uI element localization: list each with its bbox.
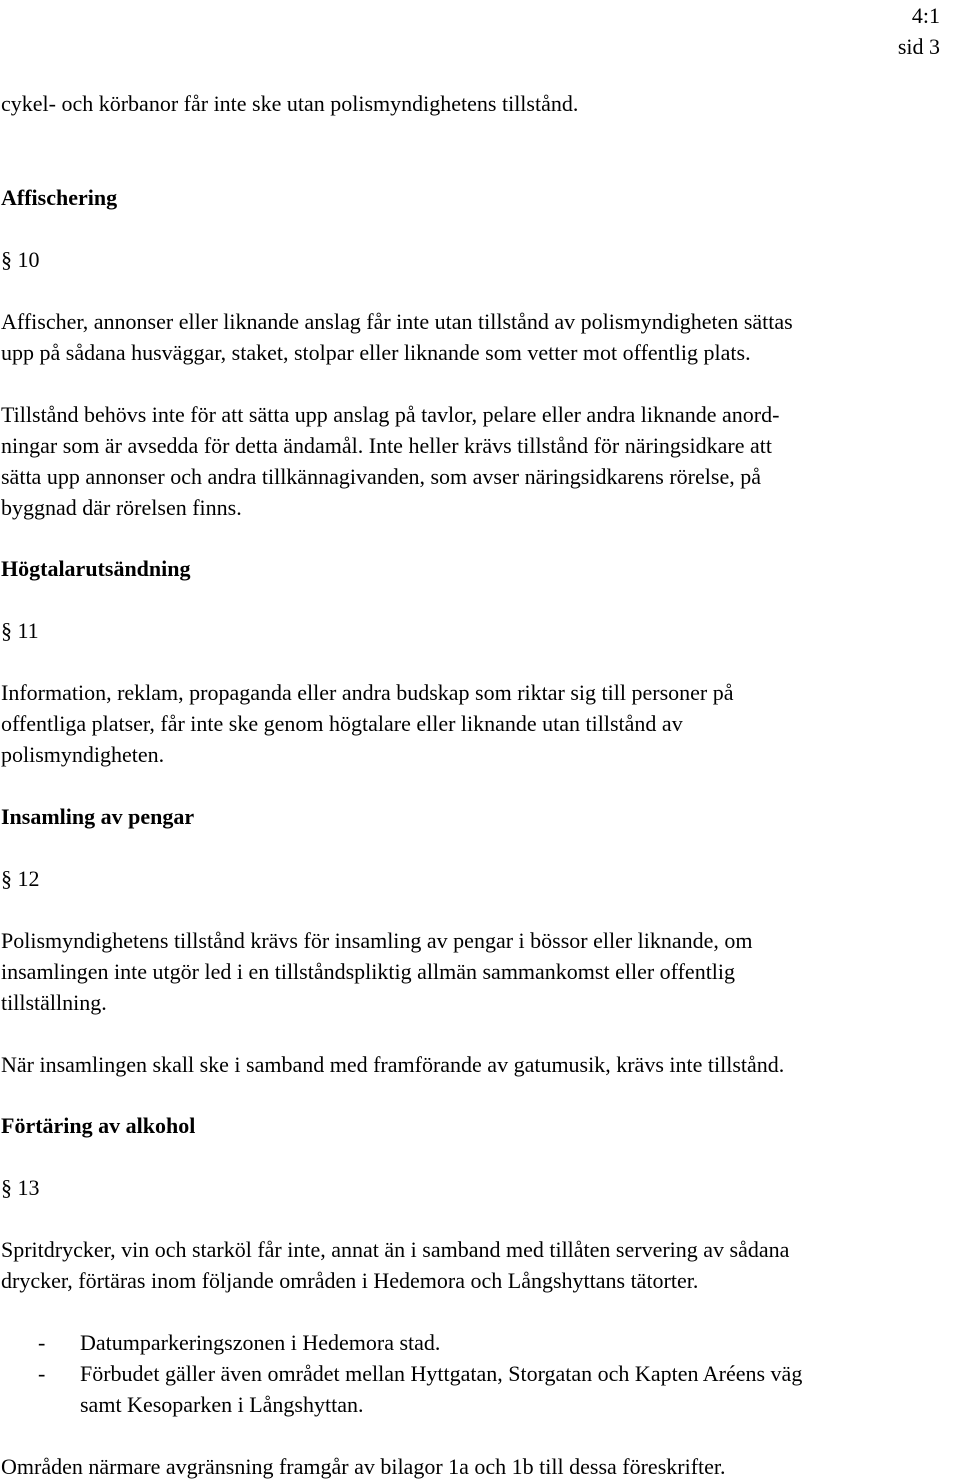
text-line: sätta upp annonser och andra tillkännagivanden, som avser näringsidkarens rörelse, på <box>1 464 761 489</box>
text-line: Tillstånd behövs inte för att sätta upp anslag på tavlor, pelare eller andra liknande anord- <box>1 402 780 427</box>
paragraph-mark-12: § 12 <box>1 866 40 891</box>
text-line: Spritdrycker, vin och starköl får inte, annat än i samband med tillåten servering av sådana <box>1 1237 790 1262</box>
list-item-text <box>80 1327 440 1358</box>
section-heading-affischering: Affischering <box>1 185 118 210</box>
text-line: Datumparkeringszonen i Hedemora stad. <box>80 1330 441 1355</box>
paragraph-mark-11: § 11 <box>1 618 39 643</box>
list-item-text <box>80 1358 802 1420</box>
section-heading-insamling: Insamling av pengar <box>1 804 195 829</box>
document-number: 4:1 <box>911 3 940 28</box>
text-line: drycker, förtäras inom följande områden i Hedemora och Långshyttans tätorter. <box>1 1268 699 1293</box>
paragraph-text <box>1 306 959 368</box>
text-line: Information, reklam, propaganda eller andra budskap som riktar sig till personer på <box>1 680 734 705</box>
paragraph-text <box>1 677 959 770</box>
text-line: Polismyndighetens tillstånd krävs för insamling av pengar i bössor eller liknande, om <box>1 928 753 953</box>
text-line: ningar som är avsedda för detta ändamål. Inte heller krävs tillstånd för näringsidkare att <box>1 433 772 458</box>
list-dash: - <box>38 1361 46 1386</box>
text-line: tillställning. <box>1 990 107 1015</box>
page-number: sid 3 <box>897 34 940 59</box>
text-line: insamlingen inte utgör led i en tillståndspliktig allmän sammankomst eller offentlig <box>1 959 736 984</box>
intro-line: cykel- och körbanor får inte ske utan polismyndighetens tillstånd. <box>1 91 579 116</box>
closing-text: Områden närmare avgränsning framgår av bilagor 1a och 1b till dessa föreskrifter. <box>1 1454 726 1479</box>
paragraph-mark-10: § 10 <box>1 247 40 272</box>
paragraph-text <box>1 1234 959 1296</box>
text-line: Förbudet gäller även området mellan Hyttgatan, Storgatan och Kapten Aréens väg <box>80 1361 803 1386</box>
paragraph-mark-13: § 13 <box>1 1175 40 1200</box>
text-line: samt Kesoparken i Långshyttan. <box>80 1392 364 1417</box>
section-heading-hogtalarutsandning: Högtalarutsändning <box>1 556 191 581</box>
text-line: offentliga platser, får inte ske genom högtalare eller liknande utan tillstånd av <box>1 711 683 736</box>
page-header <box>898 0 940 62</box>
section-heading-fortaring-av-alkohol: Förtäring av alkohol <box>1 1113 196 1138</box>
list-dash: - <box>38 1330 46 1355</box>
paragraph-text <box>1 1049 959 1080</box>
paragraph-text <box>1 925 959 1018</box>
text-line: När insamlingen skall ske i samband med framförande av gatumusik, krävs inte tillstånd. <box>1 1052 785 1077</box>
text-line: polismyndigheten. <box>1 742 165 767</box>
text-line: byggnad där rörelsen finns. <box>1 495 242 520</box>
text-line: Affischer, annonser eller liknande anslag får inte utan tillstånd av polismyndigheten sättas <box>1 309 793 334</box>
text-line: upp på sådana husväggar, staket, stolpar eller liknande som vetter mot offentlig plats. <box>1 340 751 365</box>
paragraph-text <box>1 399 959 523</box>
